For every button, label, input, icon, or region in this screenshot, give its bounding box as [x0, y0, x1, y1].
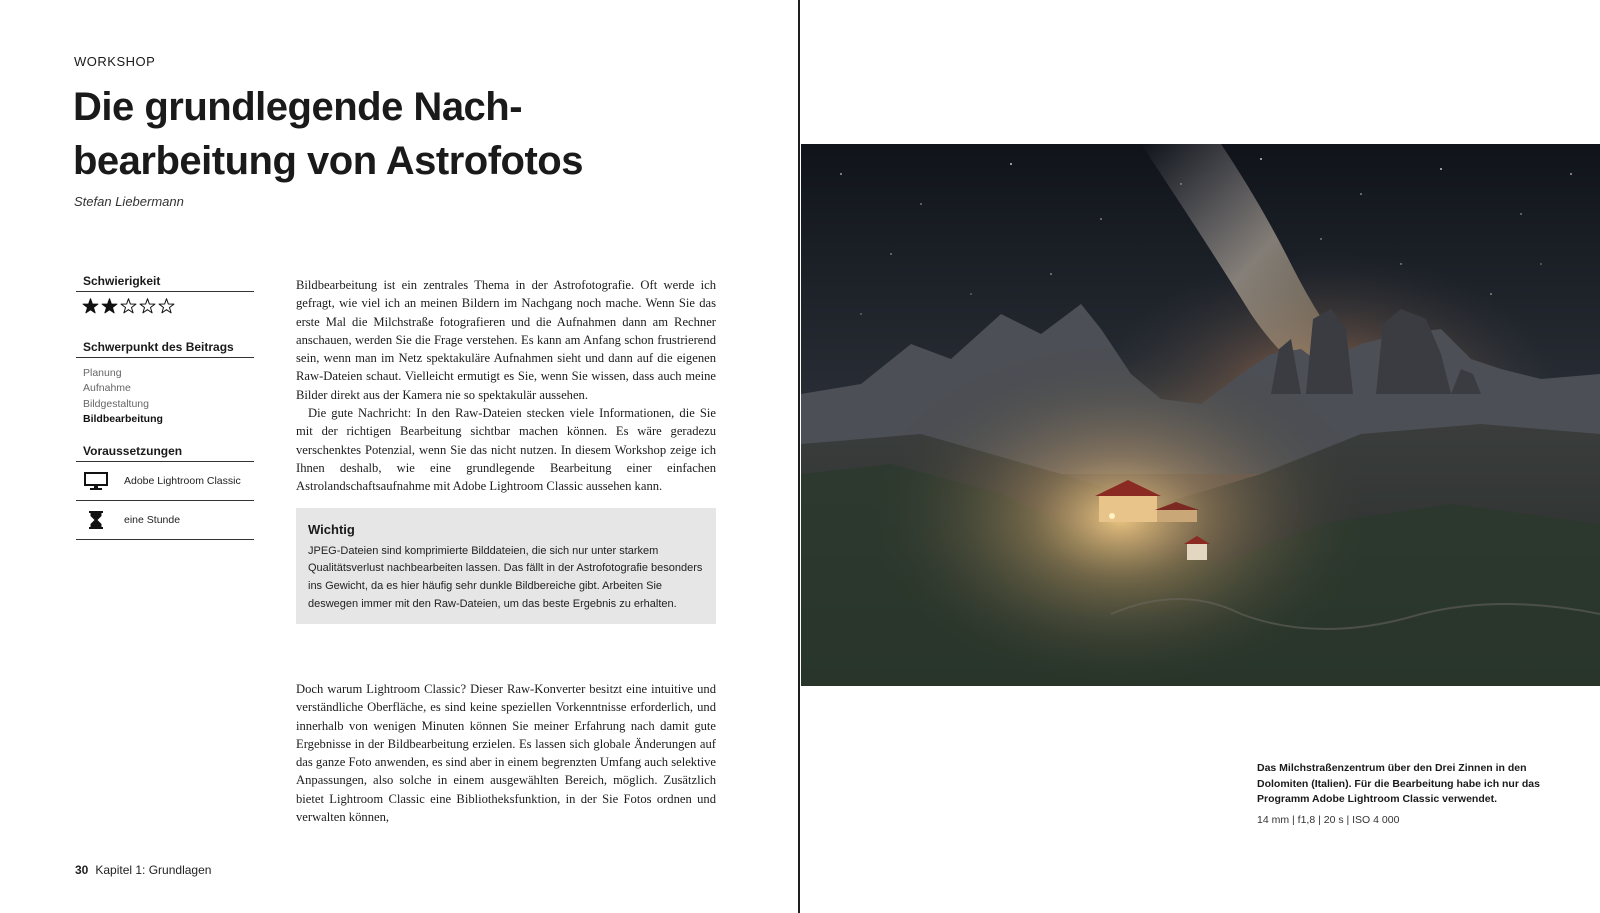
difficulty-rating — [76, 292, 254, 318]
prereq-software-label: Adobe Lightroom Classic — [124, 475, 241, 488]
focus-item-bildbearbeitung: Bildbearbeitung — [83, 412, 163, 425]
note-title: Wichtig — [308, 521, 355, 537]
body-column — [296, 276, 716, 624]
prereq-software — [76, 462, 254, 501]
star-empty-icon — [120, 298, 137, 315]
article-title — [73, 80, 713, 188]
section-kicker: WORKSHOP — [74, 54, 156, 69]
left-page — [0, 0, 798, 913]
star-filled-icon — [82, 298, 99, 315]
star-filled-icon — [101, 298, 118, 315]
caption-exif: 14 mm | f1,8 | 20 s | ISO 4 000 — [1257, 813, 1400, 826]
prereq-time-label: eine Stunde — [124, 514, 181, 527]
body-paragraph-2: Die gute Nachricht: In den Raw-Dateien stecken viele Informationen, die Sie mit der richtigen Bearbeitung sichtbar machen können. Es wäre geradezu verschenktes Potenzial, wenn Sie das nicht nutzen. In diesem Workshop zeige ich Ihnen deshalb, wie eine grundlegende Bearbeitung einer einfachen Astrolandschaftsaufnahme mit Adobe Lightroom Classic aussehen kann. — [296, 406, 716, 494]
difficulty-heading: Schwierigkeit — [76, 274, 254, 292]
focus-item-bildgestaltung: Bildgestaltung — [83, 397, 149, 410]
focus-list — [76, 358, 254, 427]
right-page — [800, 0, 1600, 913]
page-footer — [75, 863, 211, 877]
title-line-1: Die grundlegende Nach- — [73, 85, 523, 129]
title-line-2: bearbeitung von Astrofotos — [73, 139, 583, 183]
monitor-icon — [76, 472, 116, 490]
photo-caption — [1257, 761, 1547, 826]
info-sidebar — [76, 274, 254, 540]
focus-item-aufnahme: Aufnahme — [83, 382, 131, 395]
page-number: 30 — [75, 863, 89, 877]
caption-text: Das Milchstraßenzentrum über den Drei Zinnen in den Dolomiten (Italien). Für die Bearbeitung habe ich nur das Programm Adobe Lightroom Classic verwendet. — [1257, 762, 1540, 805]
star-empty-icon — [139, 298, 156, 315]
focus-item-planung: Planung — [83, 367, 122, 379]
body-paragraph-3: Doch warum Lightroom Classic? Dieser Raw-Konverter besitzt eine intuitive und verständliche Oberfläche, es sind keine speziellen Vorkenntnisse erforderlich, und innerhalb von wenigen Minuten können Sie meiner Erfahrung nach damit gute Ergebnisse in der Bildbearbeitung erzielen. Es lassen sich globale Änderungen auf das ganze Foto anwenden, es sind aber in einem begrenzten Umfang auch selektive Anpassungen, also solche in einem ausgewählten Bereich, möglich. Zusätzlich bietet Lightroom Classic eine Bibliotheksfunktion, in der Sie Fotos ordnen und verwalten können, — [296, 682, 716, 825]
focus-heading: Schwerpunkt des Beitrags — [76, 340, 254, 358]
body-paragraph-1: Bildbearbeitung ist ein zentrales Thema in der Astrofotografie. Oft werde ich gefragt, wie viel ich an meinen Bildern im Nachgang noch mache. Wenn Sie das erste Mal die Milchstraße fotografieren und die Aufnahmen dann am Rechner anschauen, werden Sie die Frage verstehen. Es kann am Anfang schon frustrierend sein, wenn man im Netz spektakuläre Aufnahmen sieht und dann auf die eigenen Raw-Dateien schaut. Vielleicht ermutigt es Sie, wenn Sie wissen, dass auch meine Bilder direkt aus der Kamera nie so spektakulär aussehen. — [296, 278, 716, 402]
note-box — [296, 508, 716, 624]
chapter-label: Kapitel 1: Grundlagen — [95, 863, 212, 877]
milky-way-photo — [801, 144, 1600, 686]
prereq-time — [76, 501, 254, 540]
note-text: JPEG-Dateien sind komprimierte Bilddateien, die sich nur unter starkem Qualitätsverlust nachbearbeiten lassen. Das fällt in der Astrofotografie besonders ins Gewicht, da es hier häufig sehr dunkle Bildbereiche gibt. Arbeiten Sie deswegen immer mit den Raw-Dateien, um das beste Ergebnis zu erhalten. — [308, 544, 703, 610]
star-empty-icon — [158, 298, 175, 315]
author-name: Stefan Liebermann — [74, 194, 184, 209]
hourglass-icon — [76, 511, 116, 529]
prereq-heading: Voraussetzungen — [76, 444, 254, 462]
